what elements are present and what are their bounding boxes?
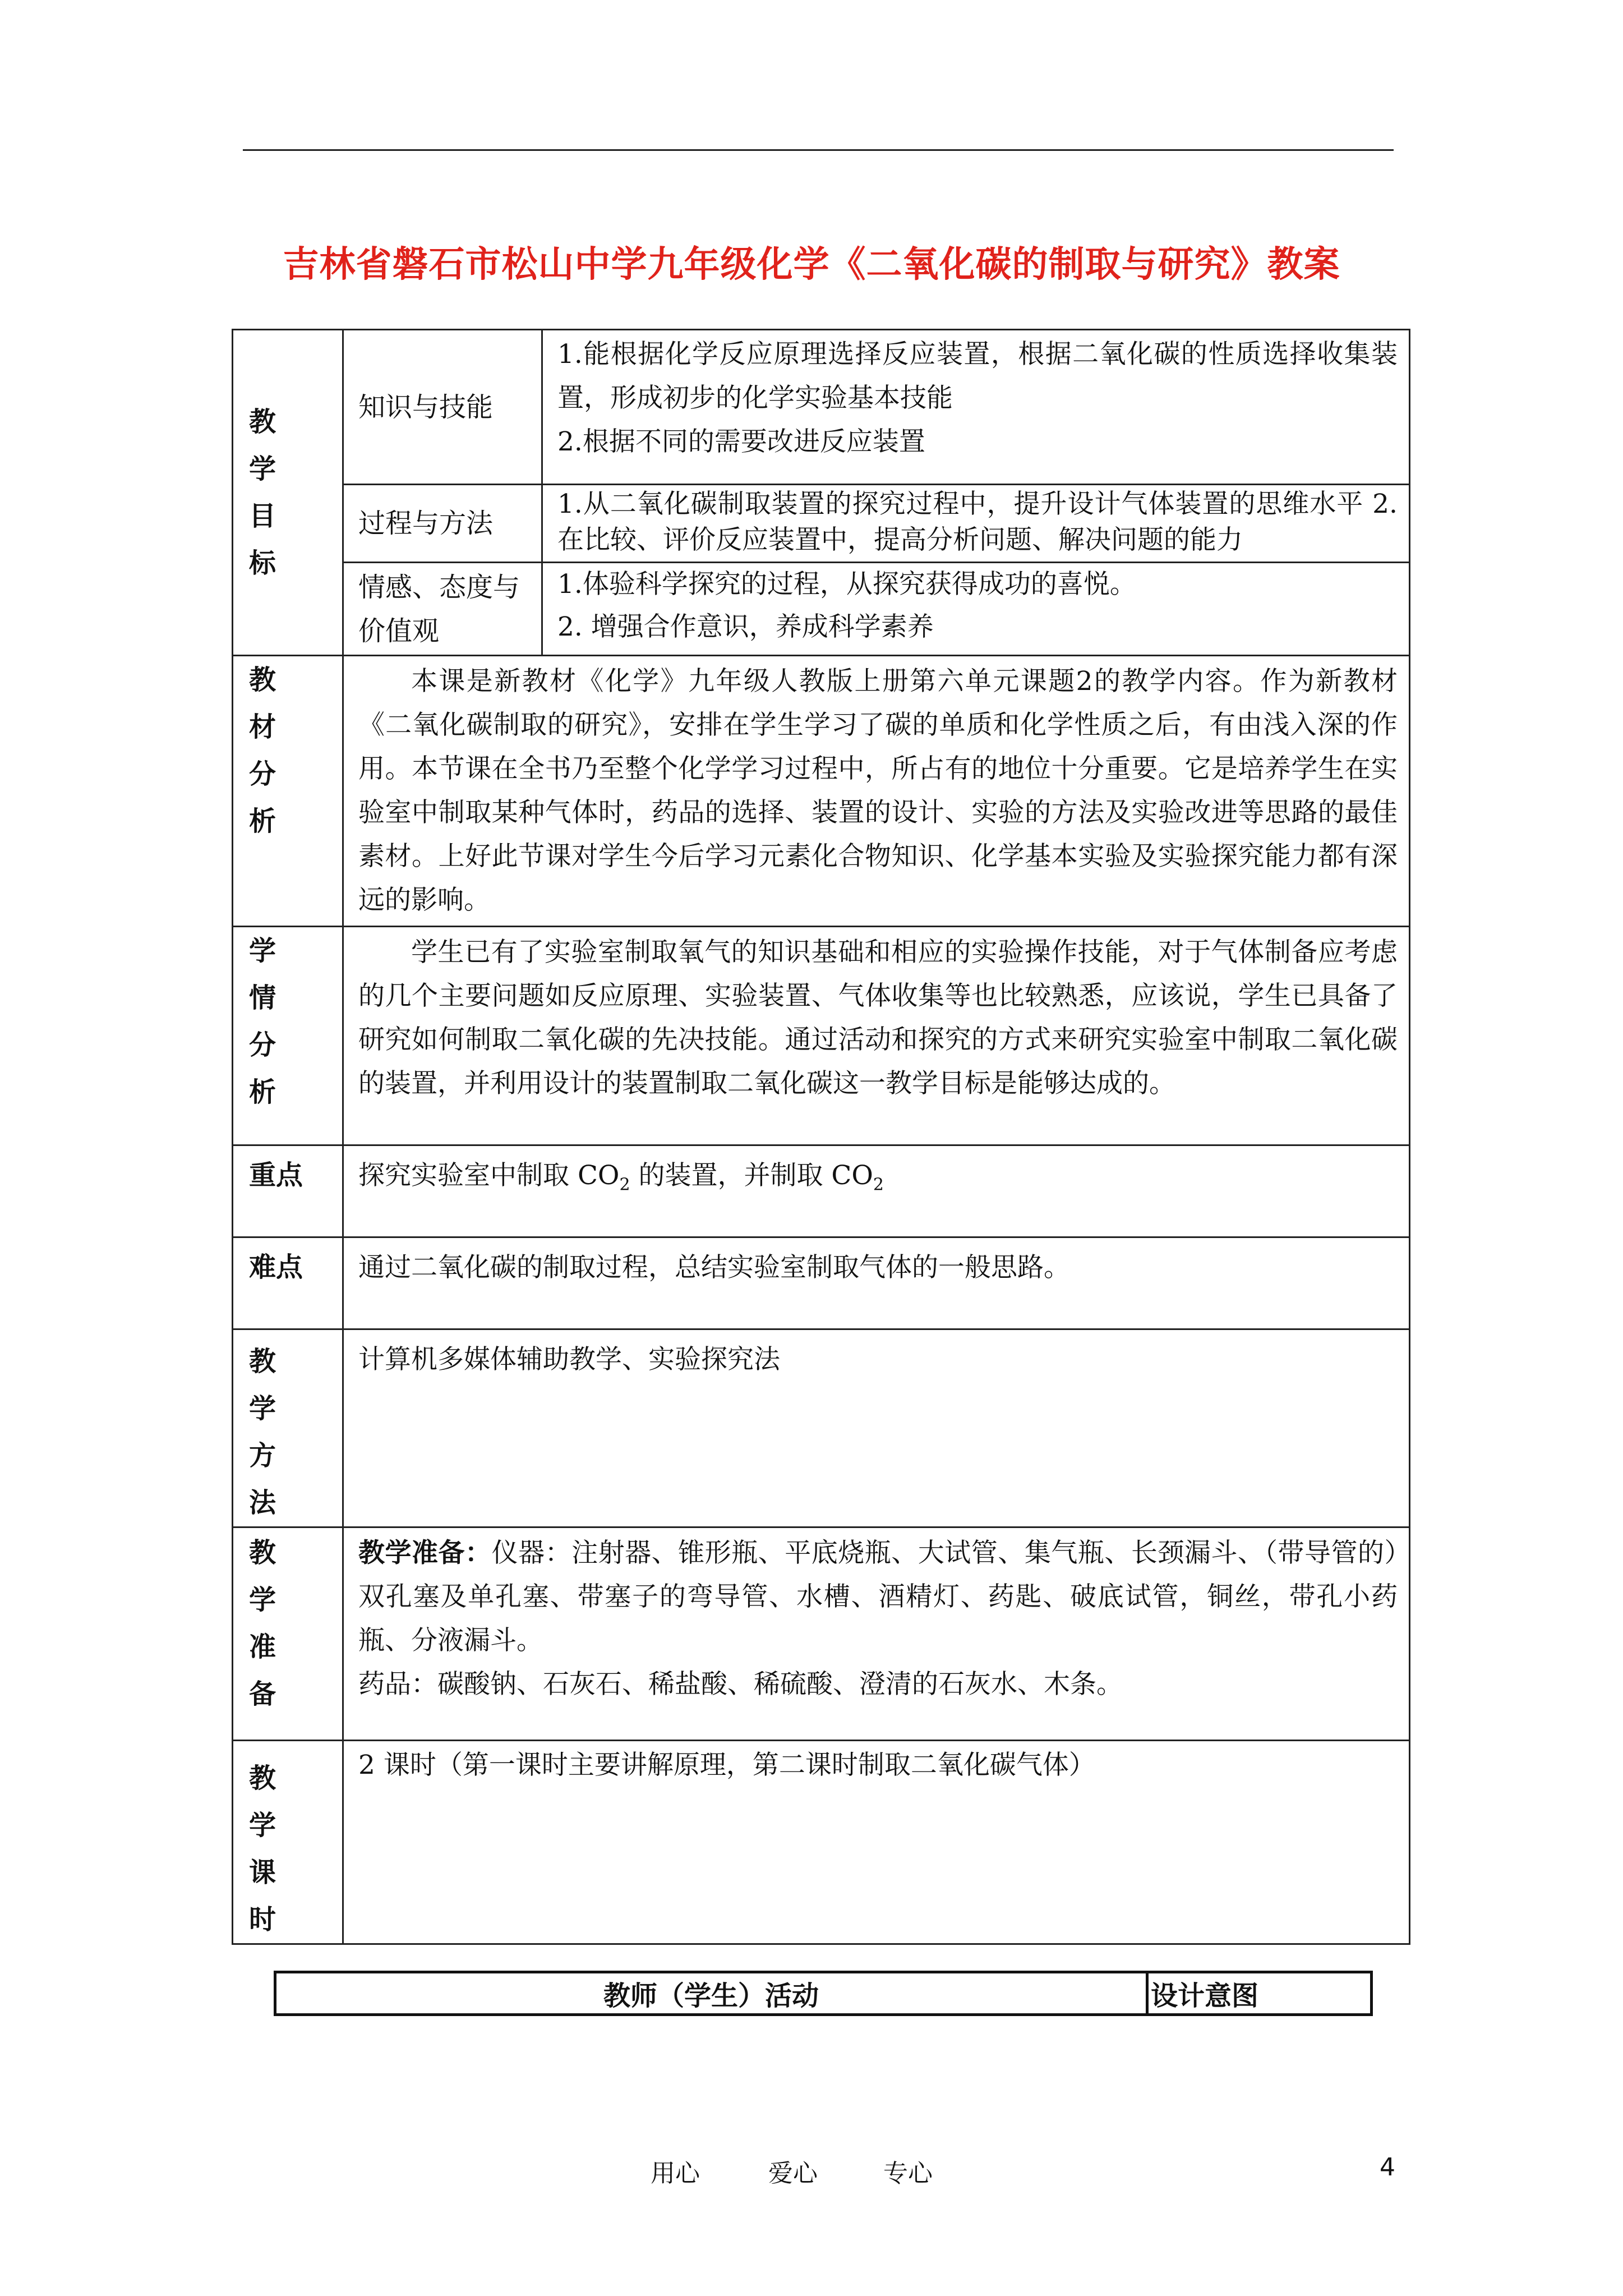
objectives-category-cell [233,330,343,656]
preparation-row [233,1527,1410,1741]
lesson-plan-table [232,329,1410,1945]
material-category: 教材分析 [249,664,276,837]
key-point-category-cell [233,1145,343,1237]
students-category-cell [233,927,343,1145]
periods-row [233,1741,1410,1944]
objective-line: 1.体验科学探究的过程，从探究获得成功的喜悦。 [557,569,1136,600]
objectives-category: 教学目标 [249,406,276,579]
method-text: 计算机多媒体辅助教学、实验探究法 [358,1344,780,1375]
students-text: 学生已有了实验室制取氧气的知识基础和相应的实验操作技能，对于气体制备应考虑的几个主要问题如反应原理、实验装置、气体收集等也比较熟悉，应该说，学生已具备了研究如何制取二氧化碳的先决技能。通过活动和探究的方式来研究实验室中制取二氧化碳的装置，并利用设计的装置制取二氧化碳这一教学目标是能够达成的。 [358,937,1398,1099]
material-text: 本课是新教材《化学》九年级人教版上册第六单元课题2的教学内容。作为新教材《二氧化碳制取的研究》，安排在学生学习了碳的单质和化学性质之后，有由浅入深的作用。本节课在全书乃至整个化学学习过程中，所占有的地位十分重要。它是培养学生在实验室中制取某种气体时，药品的选择、装置的设计、实验的方法及实验改进等思路的最佳素材。上好此节课对学生今后学习元素化合物知识、化学基本实验及实验探究能力都有深远的影响。 [358,666,1398,915]
difficulty-text: 通过二氧化碳的制取过程，总结实验室制取气体的一般思路。 [358,1252,1070,1283]
key-point-row [233,1145,1410,1237]
material-row [233,656,1410,927]
difficulty-category-cell [233,1237,343,1329]
method-category: 教学方法 [249,1346,276,1519]
objective-label-process: 过程与方法 [358,508,494,539]
activity-col-teacher-student: 教师（学生）活动 [275,1972,1147,2015]
key-point-content-cell [343,1145,1410,1237]
preparation-text [344,1528,1409,1710]
periods-text: 2 课时（第一课时主要讲解原理，第二课时制取二氧化碳气体） [358,1750,1095,1780]
objective-row-attitude [233,563,1410,656]
preparation-content-cell [343,1527,1410,1741]
footer-word: 用心 [651,2159,700,2188]
preparation-lead: 教学准备： [358,1538,492,1568]
material-category-cell [233,656,343,927]
objective-label-knowledge: 知识与技能 [358,391,494,423]
objective-content-cell [542,563,1410,656]
key-point-category: 重点 [249,1159,303,1191]
footer-word: 爱心 [768,2159,818,2188]
objective-content-cell [542,330,1410,485]
method-row [233,1329,1410,1527]
difficulty-category: 难点 [249,1251,303,1283]
objective-line: 1.能根据化学反应原理选择反应装置，根据二氧化碳的性质选择收集装置，形成初步的化学实验基本技能 [557,339,1398,413]
preparation-category: 教学准备 [249,1537,276,1710]
difficulty-row [233,1237,1410,1329]
activity-header-row [275,1972,1372,2015]
objective-label-attitude: 情感、态度与价值观 [358,572,520,647]
objective-content-attitude [543,563,1409,652]
activity-table [274,1971,1373,2016]
objective-label-cell [343,330,542,485]
preparation-reagents: 药品：碳酸钠、石灰石、稀盐酸、稀硫酸、澄清的石灰水、木条。 [358,1669,1123,1700]
footer-word: 专心 [883,2159,933,2188]
page-number: 4 [1380,2153,1395,2182]
objective-line: 1.从二氧化碳制取装置的探究过程中，提升设计气体装置的思维水平 2.在比较、评价反应装置中，提高分析问题、解决问题的能力 [557,489,1398,555]
objective-content-cell [542,485,1410,563]
activity-col-design-intent: 设计意图 [1147,1972,1372,2015]
document-title: 吉林省磐石市松山中学九年级化学《二氧化碳的制取与研究》教案 [283,244,1340,286]
preparation-category-cell [233,1527,343,1741]
objective-label-cell [343,563,542,656]
material-content-cell [343,656,1410,927]
objective-line: 2.根据不同的需要改进反应装置 [557,426,925,457]
objective-line: 2. 增强合作意识，养成科学素养 [557,611,934,642]
objective-row-process [233,485,1410,563]
header-rule [243,149,1394,151]
objective-label-cell [343,485,542,563]
objective-content-knowledge [543,330,1409,467]
periods-category: 教学课时 [249,1763,276,1935]
objective-row-knowledge [233,330,1410,485]
periods-category-cell [233,1741,343,1944]
preparation-instruments: 仪器：注射器、锥形瓶、平底烧瓶、大试管、集气瓶、长颈漏斗、（带导管的）双孔塞及单孔塞、带塞子的弯导管、水槽、酒精灯、药匙、破底试管，铜丝，带孔小药瓶、分液漏斗。 [358,1538,1398,1656]
difficulty-content-cell [343,1237,1410,1329]
students-row [233,927,1410,1145]
key-point-text: 探究实验室中制取 $CO_2$ 的装置，并制取 $CO_2$ [358,1160,884,1195]
students-category: 学情分析 [249,935,276,1108]
periods-content-cell [343,1741,1410,1944]
method-content-cell [343,1329,1410,1527]
students-content-cell [343,927,1410,1145]
method-category-cell [233,1329,343,1527]
objective-content-process [543,485,1409,562]
